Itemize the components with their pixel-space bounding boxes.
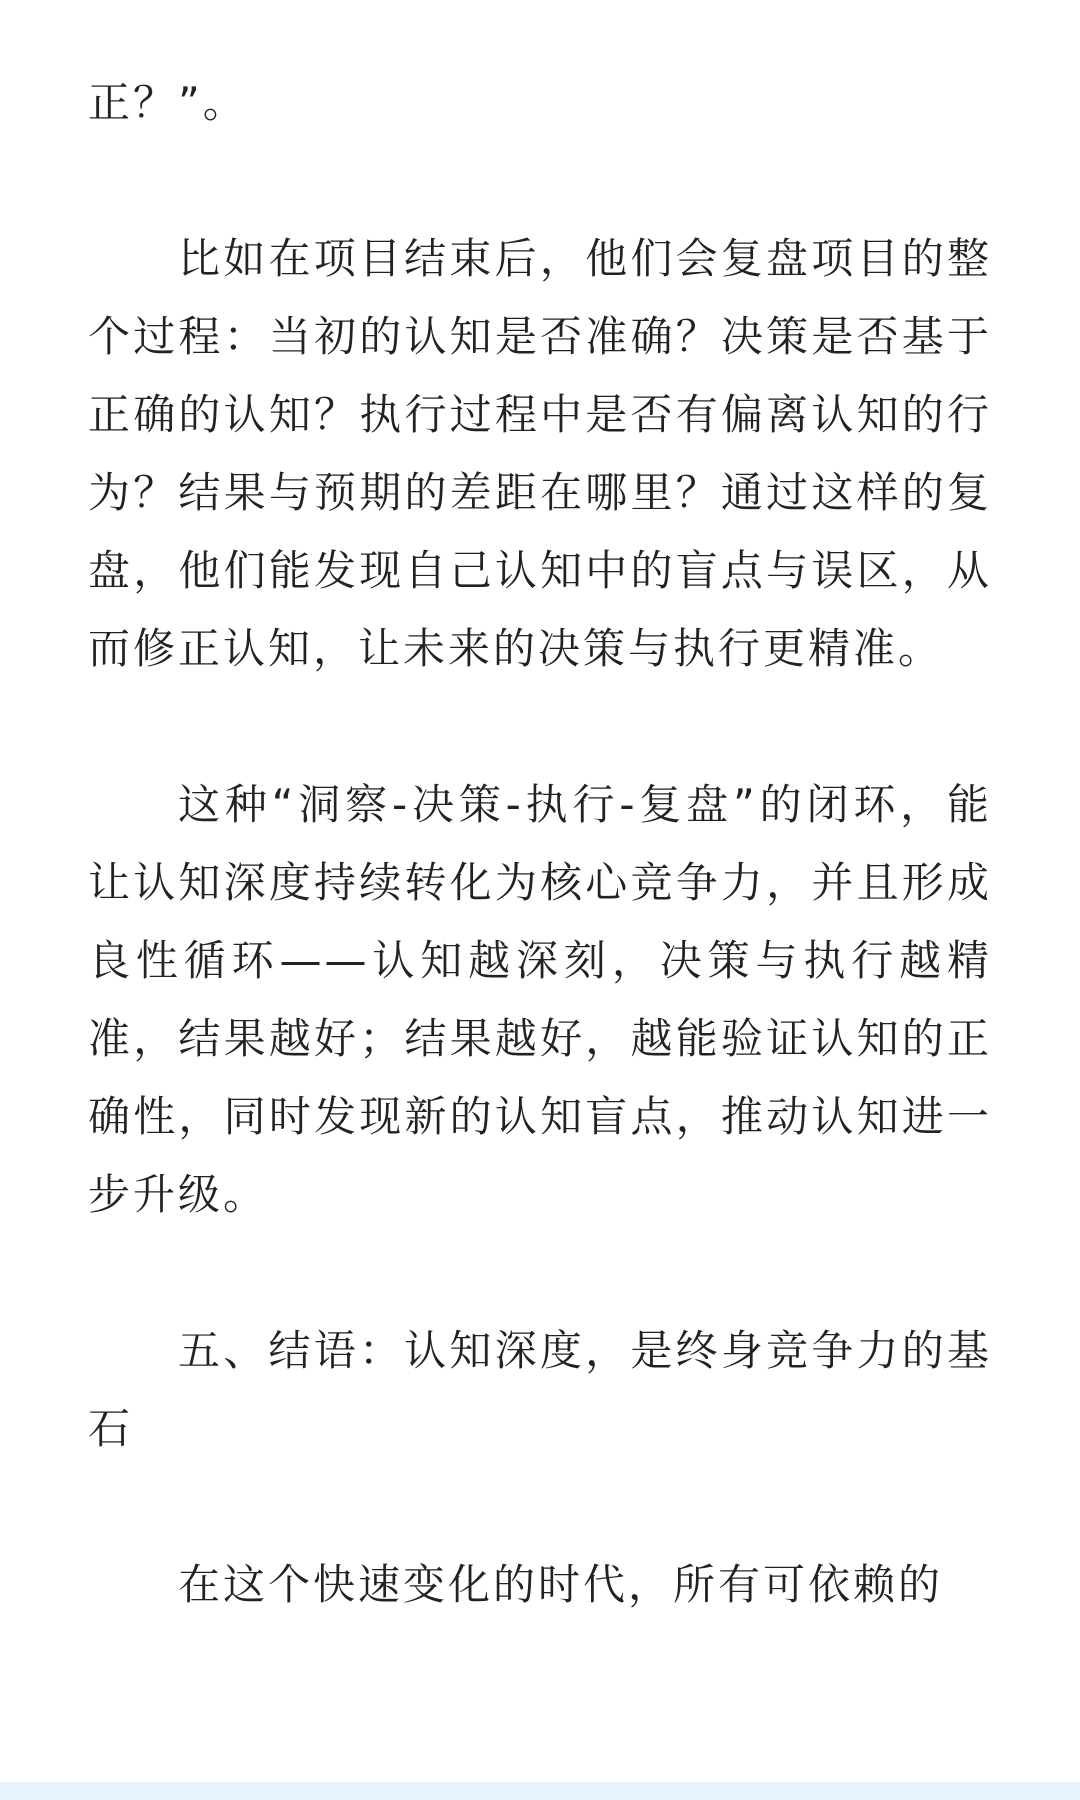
paragraph-closed-loop: 这种“洞察-决策-执行-复盘”的闭环，能让认知深度持续转化为核心竞争力，并且形成良性循环——认知越深刻，决策与执行越精准，结果越好；结果越好，越能验证认知的正确性，同时发现新的认知盲点，推动认知进一步升级。 — [88, 780, 992, 1219]
bottom-toolbar-edge — [0, 1782, 1080, 1800]
paragraph-continuation: 正？”。 — [88, 78, 248, 127]
article-body — [88, 64, 992, 1702]
section-heading-conclusion: 五、结语：认知深度，是终身竞争力的基石 — [88, 1326, 992, 1453]
paragraph-era: 在这个快速变化的时代，所有可依赖的 — [178, 1560, 944, 1609]
paragraph-review-process: 比如在项目结束后，他们会复盘项目的整个过程：当初的认知是否准确？决策是否基于正确的认知？执行过程中是否有偏离认知的行为？结果与预期的差距在哪里？通过这样的复盘，他们能发现自己认知中的盲点与误区，从而修正认知，让未来的决策与执行更精准。 — [88, 234, 992, 673]
